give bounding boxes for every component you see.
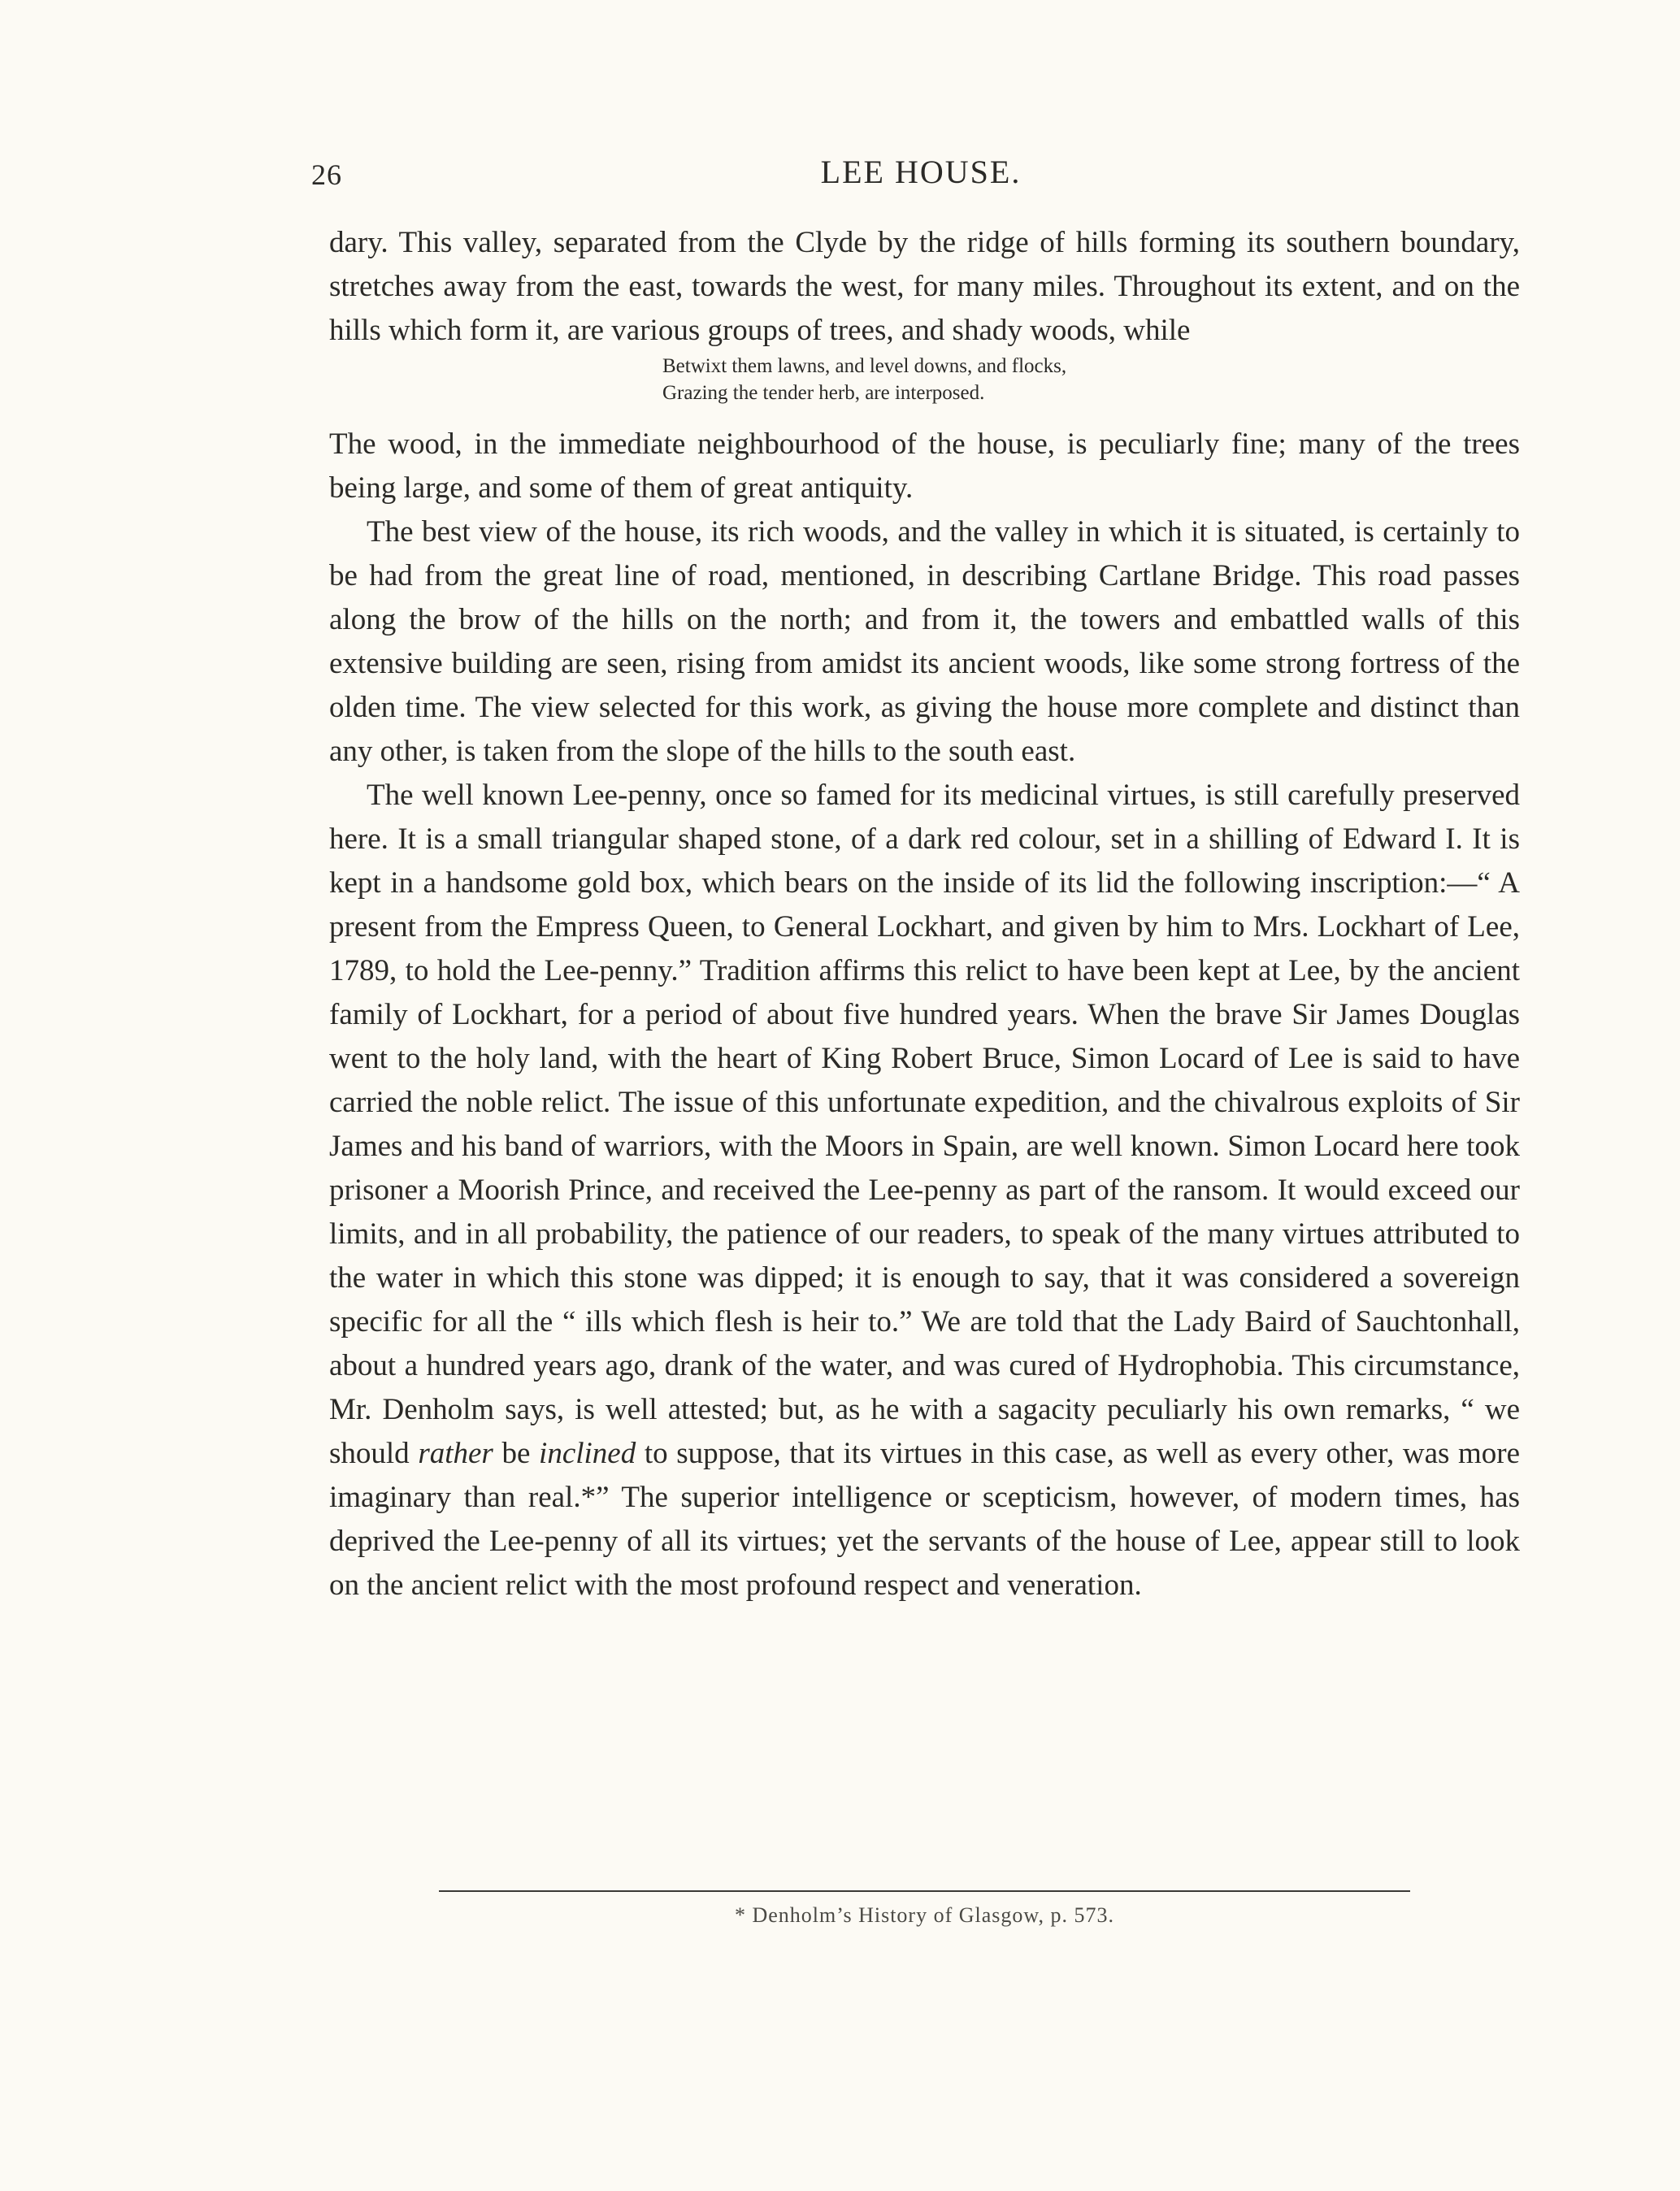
page-header	[311, 153, 1530, 202]
paragraph-text: be	[501, 1437, 531, 1470]
verse-line: Betwixt them lawns, and level downs, and flocks,	[662, 355, 1067, 377]
paragraph-text: The well known Lee-penny, once so famed for its medicinal virtues, is still carefully preserved here. It is a small triangular shaped stone, of a dark red colour, set in a shilling of Edward I. It is kept in a handsome gold box, which bears on the inside of its lid the following inscription:—“ A present from the Empress Queen, to General Lockhart, and given by him to Mrs. Lockhart of Lee, 1789, to hold the Lee-penny.” Tradition affirms this relict to have been kept at Lee, by the ancient family of Lockhart, for a period of about five hundred years. When the brave Sir James Douglas went to the holy land, with the heart of King Robert Bruce, Simon Locard of Lee is said to have carried the noble relict. The issue of this unfortunate expedition, and the chivalrous exploits of Sir James and his band of warriors, with the Moors in Spain, are well known. Simon Locard here took prisoner a Moorish Prince, and received the Lee-penny as part of the ransom. It would exceed our limits, and in all probability, the patience of our readers, to speak of the many virtues attributed to the water in which this stone was dipped; it is enough to say, that it was considered a sovereign specific for all the “ ills which flesh is heir to.” We are told that the Lady Baird of Sauchtonhall, about a hundred years ago, drank of the water, and was cured of Hydrophobia. This circumstance, Mr. Denholm says, is well attested; but, as he with a sagacity peculiarly his own remarks, “ we should	[329, 779, 1520, 1470]
paragraph: The wood, in the immediate neighbourhood of the house, is peculiarly fine; many of the trees being large, and some of them of great antiquity.	[329, 427, 1520, 505]
verse-quotation	[329, 353, 1520, 406]
paragraph-text: to suppose, that its virtues in this case, as well as every other, was more imaginary than real.*” The superior intelligence or scepticism, however, of modern times, has deprived the Lee-penny of all its virtues; yet the servants of the house of Lee, appear still to look on the ancient relict with the most profound respect and veneration.	[329, 1437, 1521, 1602]
paragraph: The best view of the house, its rich woods, and the valley in which it is situated, is certainly to be had from the great line of road, mentioned, in describing Cartlane Bridge. This road passes along the brow of the hills on the north; and from it, the towers and embattled walls of this extensive building are seen, rising from amidst its ancient woods, like some strong fortress of the olden time. The view selected for this work, as giving the house more complete and distinct than any other, is taken from the slope of the hills to the south east.	[329, 515, 1520, 768]
paragraph-continued: dary. This valley, separated from the Clyde by the ridge of hills forming its southern boundary, stretches away from the east, towards the west, for many miles. Throughout its extent, and on the hills which form it, are various groups of trees, and shady woods, while	[329, 226, 1520, 347]
body-text	[329, 221, 1520, 1607]
verse-line: Grazing the tender herb, are interposed.	[662, 382, 985, 404]
footnote: * Denholm’s History of Glasgow, p. 573.	[734, 1903, 1114, 1927]
italic-word: inclined	[539, 1437, 636, 1470]
page-number: 26	[311, 158, 342, 191]
paragraph-lee-penny	[329, 774, 1520, 1607]
footnote-rule	[439, 1890, 1410, 1892]
italic-word: rather	[418, 1437, 493, 1470]
running-head: LEE HOUSE.	[820, 154, 1022, 190]
